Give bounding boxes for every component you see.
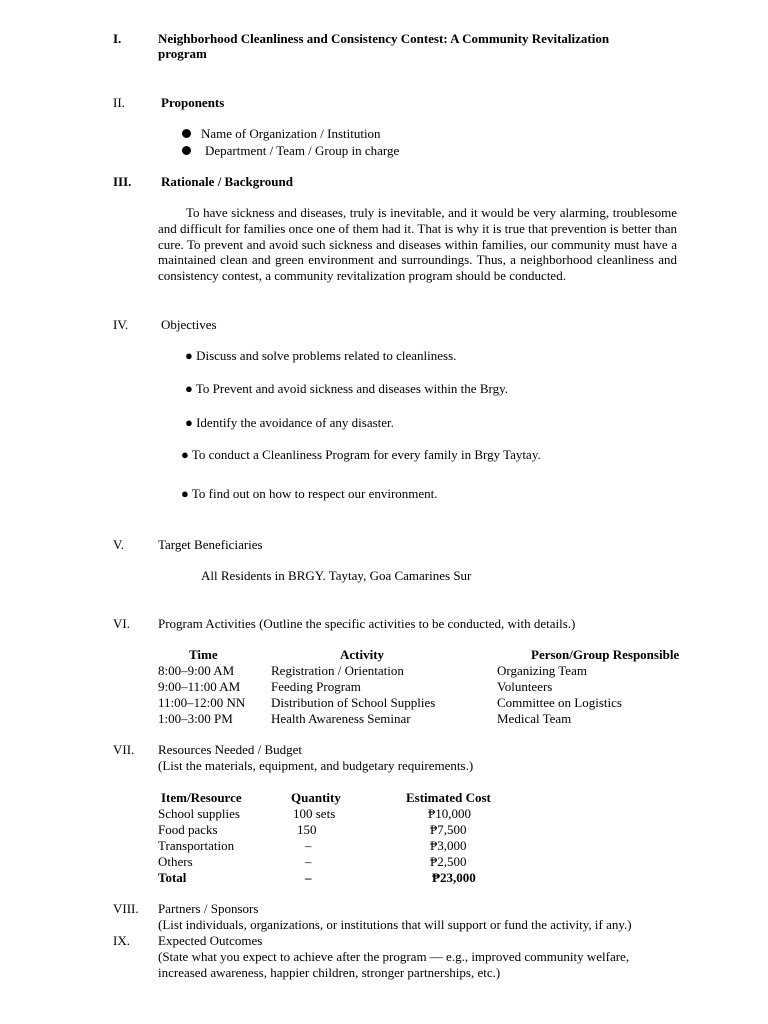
bullet-icon bbox=[182, 129, 191, 138]
document-title: Neighborhood Cleanliness and Consistency Contest: A Community Revitalization bbox=[158, 31, 610, 46]
section-number-2: II. bbox=[113, 95, 125, 110]
section-heading-resources: Resources Needed / Budget bbox=[158, 742, 303, 757]
section-heading-rationale: Rationale / Background bbox=[161, 174, 293, 189]
table-header-row bbox=[158, 790, 536, 806]
objective-item: ● Identify the avoidance of any disaster. bbox=[185, 415, 394, 430]
objective-item: ● Discuss and solve problems related to cleanliness. bbox=[185, 348, 457, 363]
table-row: Others – ₱2,500 bbox=[158, 854, 467, 869]
proponent-item-organization: Name of Organization / Institution bbox=[182, 126, 381, 142]
column-header-responsible: Person/Group Responsible bbox=[531, 647, 680, 662]
objective-item: ● To find out on how to respect our environment. bbox=[181, 486, 438, 501]
table-row: School supplies 100 sets ₱10,000 bbox=[158, 806, 471, 821]
proponent-item-department: Department / Team / Group in charge bbox=[182, 143, 399, 159]
section-number-5: V. bbox=[113, 537, 124, 552]
activities-table bbox=[158, 647, 731, 663]
objective-item: ● To conduct a Cleanliness Program for every family in Brgy Taytay. bbox=[181, 447, 541, 462]
budget-table bbox=[158, 790, 536, 886]
column-header-quantity: Quantity bbox=[291, 790, 341, 805]
beneficiaries-text: All Residents in BRGY. Taytay, Goa Camarines Sur bbox=[201, 568, 472, 583]
column-header-time: Time bbox=[189, 647, 218, 662]
table-header-row bbox=[158, 647, 731, 663]
table-row: 11:00–12:00 NN Distribution of School Supplies Committee on Logistics bbox=[158, 695, 622, 710]
resources-subtitle: (List the materials, equipment, and budgetary requirements.) bbox=[158, 758, 474, 773]
column-header-activity: Activity bbox=[340, 647, 385, 662]
section-heading-outcomes: Expected Outcomes bbox=[158, 933, 263, 948]
document-title-continued: program bbox=[158, 46, 207, 61]
section-number-3: III. bbox=[113, 174, 132, 189]
table-total-row: Total – ₱23,000 bbox=[158, 870, 476, 885]
table-row: Transportation – ₱3,000 bbox=[158, 838, 467, 853]
section-number-7: VII. bbox=[113, 742, 135, 757]
activities-table-body bbox=[158, 663, 622, 727]
rationale-paragraph: To have sickness and diseases, truly is inevitable, and it would be very alarming, troublesome and difficult for families once one of them had it. That is why it is true that prevention is better than cure. To prevent and avoid such sickness and diseases within families, our community must have a maintained clean and green environment and surroundings. Thus, a neighborhood cleanliness and consistency contest, a community revitalization program should be conducted. bbox=[158, 205, 677, 284]
section-heading-proponents: Proponents bbox=[161, 95, 225, 110]
column-header-cost: Estimated Cost bbox=[406, 790, 491, 805]
section-heading-objectives: Objectives bbox=[161, 317, 217, 332]
partners-subtitle: (List individuals, organizations, or institutions that will support or fund the activity, if any.) bbox=[158, 917, 632, 932]
column-header-item: Item/Resource bbox=[161, 790, 242, 805]
section-heading-beneficiaries: Target Beneficiaries bbox=[158, 537, 263, 552]
table-row: 8:00–9:00 AM Registration / Orientation Organizing Team bbox=[158, 663, 587, 678]
table-row: 9:00–11:00 AM Feeding Program Volunteers bbox=[158, 679, 553, 694]
section-number-6: VI. bbox=[113, 616, 130, 631]
section-heading-activities: Program Activities (Outline the specific activities to be conducted, with details.) bbox=[158, 616, 576, 631]
section-number-9: IX. bbox=[113, 933, 130, 948]
section-number-8: VIII. bbox=[113, 901, 139, 916]
objective-item: ● To Prevent and avoid sickness and diseases within the Brgy. bbox=[185, 381, 508, 396]
table-row: 1:00–3:00 PM Health Awareness Seminar Medical Team bbox=[158, 711, 572, 726]
bullet-icon bbox=[182, 146, 191, 155]
table-row: Food packs 150 ₱7,500 bbox=[158, 822, 467, 837]
section-heading-partners: Partners / Sponsors bbox=[158, 901, 259, 916]
section-number-4: IV. bbox=[113, 317, 129, 332]
outcomes-text-line-1: (State what you expect to achieve after the program — e.g., improved community welfare, bbox=[158, 949, 630, 964]
outcomes-text-line-2: increased awareness, happier children, stronger partnerships, etc.) bbox=[158, 965, 501, 980]
section-number-1: I. bbox=[113, 31, 122, 46]
